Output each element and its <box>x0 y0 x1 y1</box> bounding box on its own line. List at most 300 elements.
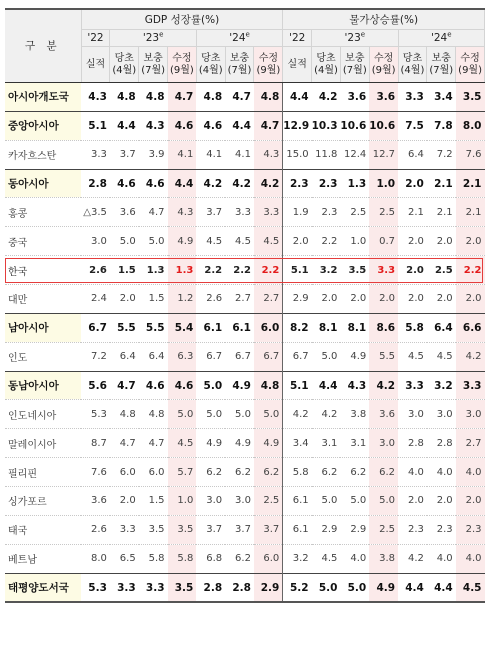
cpi-value-cell: 12.7 <box>369 140 398 169</box>
gdp-value-cell: 6.7 <box>81 313 110 342</box>
cpi-value-cell: 4.2 <box>312 83 341 112</box>
gdp-value-cell: 6.8 <box>196 544 225 573</box>
gdp-value-cell: 4.4 <box>110 111 139 140</box>
gdp-value-cell: 2.2 <box>196 256 225 285</box>
gdp-vintage-header: 수정 (9월) <box>254 47 283 83</box>
cpi-value-cell: 3.8 <box>369 544 398 573</box>
cpi-value-cell: 2.0 <box>283 227 312 256</box>
gdp-value-cell: 2.8 <box>81 169 110 198</box>
gdp-value-cell: 3.6 <box>81 487 110 516</box>
cpi-value-cell: 4.0 <box>456 458 485 487</box>
table-row <box>5 313 485 342</box>
gdp-value-cell: 6.1 <box>225 313 254 342</box>
cpi-value-cell: 11.8 <box>312 140 341 169</box>
gdp-value-cell: 5.0 <box>168 400 197 429</box>
cpi-value-cell: 5.0 <box>340 573 369 602</box>
gdp-value-cell: 6.5 <box>110 544 139 573</box>
gdp-value-cell: 2.2 <box>254 256 283 285</box>
gdp-value-cell: 4.8 <box>110 83 139 112</box>
table-row <box>5 429 485 458</box>
cpi-value-cell: 8.2 <box>283 313 312 342</box>
gdp-value-cell: 6.4 <box>139 342 168 371</box>
gdp-value-cell: 2.6 <box>196 285 225 314</box>
gdp-value-cell: 4.6 <box>110 169 139 198</box>
gdp-value-cell: 4.7 <box>110 429 139 458</box>
row-name: 태평양도서국 <box>5 573 81 602</box>
gdp-value-cell: 4.3 <box>254 140 283 169</box>
gdp-value-cell: 3.3 <box>81 140 110 169</box>
gdp-value-cell: 2.6 <box>81 515 110 544</box>
cpi-value-cell: 3.2 <box>312 256 341 285</box>
gdp-value-cell: 4.8 <box>110 400 139 429</box>
table-body <box>5 83 485 603</box>
cpi-value-cell: 7.5 <box>398 111 427 140</box>
row-name: 태국 <box>5 515 81 544</box>
gdp-value-cell: 3.3 <box>110 515 139 544</box>
cpi-value-cell: 4.4 <box>283 83 312 112</box>
cpi-value-cell: 8.1 <box>340 313 369 342</box>
cpi-value-cell: 3.3 <box>398 83 427 112</box>
gdp-value-cell: 3.7 <box>254 515 283 544</box>
cpi-value-cell: 2.8 <box>427 429 456 458</box>
gdp-value-cell: 4.5 <box>168 429 197 458</box>
row-name: 남아시아 <box>5 313 81 342</box>
cpi-value-cell: 6.2 <box>369 458 398 487</box>
cpi-value-cell: 1.9 <box>283 198 312 227</box>
cpi-value-cell: 2.0 <box>456 227 485 256</box>
gdp-value-cell: 2.6 <box>81 256 110 285</box>
cpi-value-cell: 5.8 <box>398 313 427 342</box>
row-name: 중앙아시아 <box>5 111 81 140</box>
row-name: 중국 <box>5 227 81 256</box>
cpi-value-cell: 1.3 <box>340 169 369 198</box>
gdp-value-cell: 6.0 <box>254 313 283 342</box>
gdp-value-cell: 4.7 <box>254 111 283 140</box>
gdp-value-cell: 4.7 <box>139 198 168 227</box>
gdp-value-cell: 3.0 <box>225 487 254 516</box>
gdp-value-cell: 1.2 <box>168 285 197 314</box>
gdp-value-cell: 4.7 <box>225 83 254 112</box>
table-row <box>5 285 485 314</box>
cpi-value-cell: 3.0 <box>398 400 427 429</box>
gdp-value-cell: 3.7 <box>225 515 254 544</box>
row-name: 인도네시아 <box>5 400 81 429</box>
gdp-value-cell: 5.0 <box>254 400 283 429</box>
cpi-value-cell: 2.5 <box>340 198 369 227</box>
table-row <box>5 544 485 573</box>
cpi-vintage-header: 수정 (9월) <box>456 47 485 83</box>
cpi-value-cell: 4.2 <box>398 544 427 573</box>
cpi-value-cell: 2.0 <box>340 285 369 314</box>
gdp-value-cell: 4.3 <box>139 111 168 140</box>
cpi-value-cell: 3.2 <box>283 544 312 573</box>
gdp-year-24: '24e <box>196 30 282 47</box>
row-name: 인도 <box>5 342 81 371</box>
cpi-vintage-header: 수정 (9월) <box>369 47 398 83</box>
table-row <box>5 515 485 544</box>
cpi-value-cell: 6.6 <box>456 313 485 342</box>
gdp-value-cell: 5.0 <box>196 371 225 400</box>
cpi-value-cell: 2.3 <box>312 169 341 198</box>
cpi-value-cell: 6.2 <box>340 458 369 487</box>
table-row <box>5 342 485 371</box>
gdp-value-cell: 4.2 <box>225 169 254 198</box>
cpi-year-24: '24e <box>398 30 484 47</box>
gdp-value-cell: 5.4 <box>168 313 197 342</box>
cpi-value-cell: 2.1 <box>427 169 456 198</box>
table-row <box>5 573 485 602</box>
inflation-header: 물가상승률(%) <box>283 9 485 30</box>
table-row <box>5 169 485 198</box>
cpi-value-cell: 2.9 <box>340 515 369 544</box>
cpi-value-cell: 4.2 <box>312 400 341 429</box>
cpi-value-cell: 7.8 <box>427 111 456 140</box>
cpi-value-cell: 3.5 <box>456 83 485 112</box>
cpi-value-cell: 2.2 <box>312 227 341 256</box>
gdp-value-cell: 3.7 <box>110 140 139 169</box>
cpi-value-cell: 4.5 <box>312 544 341 573</box>
gdp-year-22: '22 <box>81 30 110 47</box>
cpi-value-cell: 3.0 <box>456 400 485 429</box>
cpi-value-cell: 3.3 <box>398 371 427 400</box>
gdp-value-cell: 3.0 <box>196 487 225 516</box>
table-header <box>5 9 485 83</box>
cpi-value-cell: 3.2 <box>427 371 456 400</box>
gdp-value-cell: 2.7 <box>225 285 254 314</box>
gdp-value-cell: 4.7 <box>168 83 197 112</box>
gdp-value-cell: 1.5 <box>139 285 168 314</box>
cpi-value-cell: 2.9 <box>312 515 341 544</box>
gdp-year-23: '23e <box>110 30 196 47</box>
gdp-vintage-header: 당초 (4월) <box>196 47 225 83</box>
cpi-value-cell: 4.0 <box>398 458 427 487</box>
row-name: 말레이시아 <box>5 429 81 458</box>
gdp-value-cell: 4.3 <box>168 198 197 227</box>
gdp-value-cell: 6.2 <box>225 458 254 487</box>
gdp-value-cell: 8.7 <box>81 429 110 458</box>
gdp-value-cell: 2.2 <box>225 256 254 285</box>
cpi-value-cell: 3.1 <box>340 429 369 458</box>
gdp-value-cell: 4.9 <box>225 371 254 400</box>
gdp-value-cell: 4.7 <box>139 429 168 458</box>
cpi-value-cell: 10.6 <box>369 111 398 140</box>
cpi-year-22: '22 <box>283 30 312 47</box>
gdp-value-cell: 4.9 <box>225 429 254 458</box>
row-name: 카자흐스탄 <box>5 140 81 169</box>
cpi-value-cell: 2.9 <box>283 285 312 314</box>
cpi-value-cell: 3.3 <box>369 256 398 285</box>
gdp-value-cell: 1.3 <box>168 256 197 285</box>
gdp-vintage-header: 당초 (4월) <box>110 47 139 83</box>
cpi-value-cell: 3.4 <box>427 83 456 112</box>
gdp-value-cell: 5.0 <box>196 400 225 429</box>
cpi-value-cell: 2.2 <box>456 256 485 285</box>
gdp-value-cell: 5.5 <box>139 313 168 342</box>
cpi-value-cell: 2.0 <box>398 285 427 314</box>
cpi-value-cell: 2.0 <box>398 487 427 516</box>
gdp-value-cell: 5.0 <box>110 227 139 256</box>
gdp-value-cell: 6.0 <box>110 458 139 487</box>
cpi-actual-header: 실적 <box>283 47 312 83</box>
cpi-vintage-header: 당초 (4월) <box>398 47 427 83</box>
cpi-value-cell: 12.4 <box>340 140 369 169</box>
cpi-value-cell: 2.5 <box>369 515 398 544</box>
gdp-value-cell: 6.2 <box>254 458 283 487</box>
cpi-value-cell: 4.0 <box>427 458 456 487</box>
gdp-value-cell: 4.9 <box>254 429 283 458</box>
gdp-growth-header: GDP 성장률(%) <box>81 9 283 30</box>
cpi-value-cell: 2.8 <box>398 429 427 458</box>
gdp-value-cell: 4.1 <box>196 140 225 169</box>
gdp-value-cell: 5.6 <box>81 371 110 400</box>
table-row <box>5 227 485 256</box>
cpi-value-cell: 0.7 <box>369 227 398 256</box>
cpi-value-cell: 4.0 <box>427 544 456 573</box>
cpi-value-cell: 6.4 <box>427 313 456 342</box>
cpi-value-cell: 5.0 <box>312 342 341 371</box>
cpi-value-cell: 2.1 <box>427 198 456 227</box>
gdp-value-cell: 6.0 <box>254 544 283 573</box>
cpi-value-cell: 7.2 <box>427 140 456 169</box>
cpi-value-cell: 4.5 <box>398 342 427 371</box>
cpi-value-cell: 3.4 <box>283 429 312 458</box>
cpi-value-cell: 4.2 <box>456 342 485 371</box>
table-row <box>5 140 485 169</box>
cpi-value-cell: 4.4 <box>427 573 456 602</box>
cpi-value-cell: 6.7 <box>283 342 312 371</box>
gdp-value-cell: 4.8 <box>139 400 168 429</box>
gdp-value-cell: 6.2 <box>225 544 254 573</box>
gdp-value-cell: 4.1 <box>225 140 254 169</box>
gdp-value-cell: 5.0 <box>139 227 168 256</box>
gdp-value-cell: 5.1 <box>81 111 110 140</box>
gdp-value-cell: 4.5 <box>225 227 254 256</box>
gdp-value-cell: 4.6 <box>168 371 197 400</box>
cpi-value-cell: 2.0 <box>427 285 456 314</box>
gdp-value-cell: 1.3 <box>139 256 168 285</box>
gdp-vintage-header: 보충 (7월) <box>225 47 254 83</box>
gdp-value-cell: △3.5 <box>81 198 110 227</box>
forecast-table-container <box>5 8 485 603</box>
cpi-value-cell: 3.6 <box>340 83 369 112</box>
cpi-value-cell: 5.1 <box>283 256 312 285</box>
gdp-value-cell: 5.8 <box>168 544 197 573</box>
cpi-value-cell: 3.3 <box>456 371 485 400</box>
cpi-value-cell: 3.6 <box>369 400 398 429</box>
cpi-value-cell: 2.0 <box>456 487 485 516</box>
gdp-value-cell: 5.3 <box>81 400 110 429</box>
cpi-value-cell: 5.8 <box>283 458 312 487</box>
row-name: 아시아개도국 <box>5 83 81 112</box>
gdp-value-cell: 4.9 <box>168 227 197 256</box>
gdp-value-cell: 4.2 <box>254 169 283 198</box>
cpi-value-cell: 4.5 <box>427 342 456 371</box>
cpi-value-cell: 3.8 <box>340 400 369 429</box>
gdp-value-cell: 5.7 <box>168 458 197 487</box>
gdp-value-cell: 1.0 <box>168 487 197 516</box>
gdp-value-cell: 4.3 <box>81 83 110 112</box>
cpi-value-cell: 6.1 <box>283 487 312 516</box>
gdp-vintage-header: 수정 (9월) <box>168 47 197 83</box>
cpi-value-cell: 2.7 <box>456 429 485 458</box>
gdp-value-cell: 3.5 <box>168 515 197 544</box>
cpi-value-cell: 12.9 <box>283 111 312 140</box>
gdp-value-cell: 2.0 <box>110 487 139 516</box>
gdp-value-cell: 4.8 <box>254 371 283 400</box>
table-row <box>5 111 485 140</box>
cpi-value-cell: 4.0 <box>456 544 485 573</box>
gdp-value-cell: 7.6 <box>81 458 110 487</box>
cpi-value-cell: 4.4 <box>312 371 341 400</box>
cpi-value-cell: 5.2 <box>283 573 312 602</box>
gdp-value-cell: 6.7 <box>225 342 254 371</box>
gdp-value-cell: 2.0 <box>110 285 139 314</box>
cpi-year-23: '23e <box>312 30 398 47</box>
gdp-value-cell: 6.3 <box>168 342 197 371</box>
row-name: 싱가포르 <box>5 487 81 516</box>
cpi-value-cell: 2.0 <box>398 227 427 256</box>
cpi-value-cell: 2.1 <box>456 198 485 227</box>
gdp-value-cell: 3.7 <box>196 515 225 544</box>
gdp-value-cell: 6.4 <box>110 342 139 371</box>
table-row <box>5 371 485 400</box>
gdp-vintage-header: 보충 (7월) <box>139 47 168 83</box>
cpi-value-cell: 3.0 <box>369 429 398 458</box>
table-row <box>5 487 485 516</box>
cpi-value-cell: 2.0 <box>456 285 485 314</box>
gdp-value-cell: 4.6 <box>139 169 168 198</box>
gdp-value-cell: 5.3 <box>81 573 110 602</box>
gdp-value-cell: 4.9 <box>196 429 225 458</box>
row-name: 홍콩 <box>5 198 81 227</box>
gdp-value-cell: 4.5 <box>254 227 283 256</box>
cpi-value-cell: 2.0 <box>312 285 341 314</box>
table-row <box>5 83 485 112</box>
cpi-value-cell: 2.5 <box>427 256 456 285</box>
table-row <box>5 458 485 487</box>
cpi-value-cell: 6.2 <box>312 458 341 487</box>
gdp-value-cell: 5.0 <box>225 400 254 429</box>
cpi-value-cell: 2.0 <box>427 487 456 516</box>
cpi-value-cell: 15.0 <box>283 140 312 169</box>
gdp-value-cell: 6.0 <box>139 458 168 487</box>
cpi-value-cell: 10.3 <box>312 111 341 140</box>
gdp-value-cell: 4.1 <box>168 140 197 169</box>
row-name: 한국 <box>5 256 81 285</box>
gdp-value-cell: 5.5 <box>110 313 139 342</box>
cpi-value-cell: 2.0 <box>398 169 427 198</box>
cpi-value-cell: 1.0 <box>340 227 369 256</box>
gdp-value-cell: 1.5 <box>139 487 168 516</box>
row-name: 베트남 <box>5 544 81 573</box>
gdp-value-cell: 3.6 <box>110 198 139 227</box>
cpi-value-cell: 6.1 <box>283 515 312 544</box>
gdp-value-cell: 4.8 <box>196 83 225 112</box>
gdp-value-cell: 4.8 <box>139 83 168 112</box>
row-label-header: 구 분 <box>5 9 81 83</box>
cpi-value-cell: 7.6 <box>456 140 485 169</box>
gdp-value-cell: 8.0 <box>81 544 110 573</box>
cpi-value-cell: 4.2 <box>369 371 398 400</box>
gdp-value-cell: 3.5 <box>139 515 168 544</box>
gdp-value-cell: 3.7 <box>196 198 225 227</box>
cpi-vintage-header: 보충 (7월) <box>427 47 456 83</box>
gdp-value-cell: 1.5 <box>110 256 139 285</box>
gdp-value-cell: 6.1 <box>196 313 225 342</box>
cpi-value-cell: 8.0 <box>456 111 485 140</box>
row-name: 필리핀 <box>5 458 81 487</box>
gdp-value-cell: 4.6 <box>139 371 168 400</box>
gdp-value-cell: 4.4 <box>168 169 197 198</box>
gdp-actual-header: 실적 <box>81 47 110 83</box>
row-name: 대만 <box>5 285 81 314</box>
cpi-value-cell: 2.3 <box>312 198 341 227</box>
gdp-value-cell: 4.6 <box>196 111 225 140</box>
gdp-value-cell: 3.9 <box>139 140 168 169</box>
gdp-value-cell: 3.3 <box>254 198 283 227</box>
cpi-value-cell: 2.3 <box>427 515 456 544</box>
cpi-value-cell: 5.5 <box>369 342 398 371</box>
cpi-value-cell: 3.5 <box>340 256 369 285</box>
cpi-value-cell: 2.0 <box>427 227 456 256</box>
gdp-value-cell: 2.8 <box>196 573 225 602</box>
cpi-value-cell: 5.0 <box>312 573 341 602</box>
cpi-value-cell: 2.3 <box>283 169 312 198</box>
cpi-value-cell: 3.6 <box>369 83 398 112</box>
gdp-value-cell: 3.3 <box>225 198 254 227</box>
cpi-value-cell: 2.0 <box>369 285 398 314</box>
cpi-value-cell: 5.0 <box>369 487 398 516</box>
cpi-value-cell: 4.4 <box>398 573 427 602</box>
cpi-value-cell: 4.9 <box>340 342 369 371</box>
table-row <box>5 400 485 429</box>
cpi-value-cell: 4.9 <box>369 573 398 602</box>
cpi-value-cell: 3.0 <box>427 400 456 429</box>
gdp-value-cell: 4.7 <box>110 371 139 400</box>
cpi-value-cell: 5.0 <box>340 487 369 516</box>
row-name: 동아시아 <box>5 169 81 198</box>
gdp-value-cell: 4.4 <box>225 111 254 140</box>
cpi-value-cell: 4.2 <box>283 400 312 429</box>
gdp-value-cell: 3.0 <box>81 227 110 256</box>
cpi-value-cell: 2.0 <box>398 256 427 285</box>
cpi-value-cell: 2.1 <box>456 169 485 198</box>
gdp-value-cell: 3.5 <box>168 573 197 602</box>
gdp-value-cell: 2.9 <box>254 573 283 602</box>
cpi-value-cell: 3.1 <box>312 429 341 458</box>
row-name: 동남아시아 <box>5 371 81 400</box>
gdp-value-cell: 4.2 <box>196 169 225 198</box>
gdp-value-cell: 2.7 <box>254 285 283 314</box>
cpi-value-cell: 1.0 <box>369 169 398 198</box>
gdp-value-cell: 6.7 <box>196 342 225 371</box>
cpi-value-cell: 2.3 <box>398 515 427 544</box>
gdp-value-cell: 3.3 <box>139 573 168 602</box>
cpi-value-cell: 4.5 <box>456 573 485 602</box>
forecast-table <box>5 8 485 603</box>
cpi-value-cell: 2.5 <box>369 198 398 227</box>
gdp-value-cell: 5.8 <box>139 544 168 573</box>
gdp-value-cell: 3.3 <box>110 573 139 602</box>
gdp-value-cell: 4.8 <box>254 83 283 112</box>
cpi-value-cell: 2.1 <box>398 198 427 227</box>
cpi-value-cell: 8.1 <box>312 313 341 342</box>
gdp-value-cell: 2.8 <box>225 573 254 602</box>
cpi-vintage-header: 당초 (4월) <box>312 47 341 83</box>
gdp-value-cell: 6.2 <box>196 458 225 487</box>
cpi-value-cell: 5.1 <box>283 371 312 400</box>
cpi-vintage-header: 보충 (7월) <box>340 47 369 83</box>
